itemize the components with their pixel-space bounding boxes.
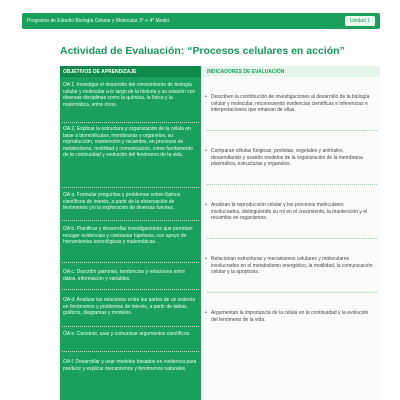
objective-oab: OA b. Planificar y desarrollar investigaciones que permitan recoger evidencias y contrastar hipótesis, con apoyo de herramientas tecnológicas y matemáticas. <box>63 226 193 246</box>
bullet-icon: • <box>205 310 207 316</box>
evaluation-table <box>60 66 380 400</box>
bullet-icon: • <box>205 256 207 262</box>
objective-oa2: OA 2. Explicar la estructura y organización de la célula en base a biomoléculas, membranas y organelos, su reproducción, mantención y recambio, en procesos de metabolismo, motilidad y comunicación, como fundamento de la continuidad y evolución del fenómeno de la vida. <box>63 126 193 159</box>
indicator-item <box>205 202 374 222</box>
indicators-column <box>201 66 380 400</box>
indicator-item <box>205 256 374 276</box>
objective-oa1: OA 1. Investigar el desarrollo del conocimiento de biología celular y molecular a lo largo de la historia y su relación con diversas disciplinas como la química, la física y la matemática, entre otros. <box>63 82 196 108</box>
indicator-text: Relacionan estructuras y mecanismos celulares y moleculares involucrados en el metabolismo energético, la motilidad, la comunicación celular y la apoptosis. <box>211 256 373 275</box>
divider <box>62 220 199 221</box>
divider <box>207 292 377 293</box>
divider <box>207 130 377 131</box>
divider <box>62 122 199 123</box>
page-title: Actividad de Evaluación: “Procesos celulares en acción” <box>60 45 345 57</box>
divider <box>62 289 199 290</box>
divider <box>207 238 377 239</box>
objectives-heading: OBJETIVOS DE APRENDIZAJE <box>60 66 201 77</box>
bullet-icon: • <box>205 148 207 154</box>
indicator-item <box>205 310 374 323</box>
objective-oad: OA d. Analizar las relaciones entre las partes de un sistema en fenómenos y problemas de interés, a partir de tablas, gráficos, diagramas y modelos. <box>63 297 196 317</box>
indicator-text: Argumentan la importancia de la célula en la continuidad y la evolución del fenómeno de la vida. <box>211 310 369 323</box>
divider <box>62 326 199 327</box>
objective-oac: OA c. Describir patrones, tendencias y relaciones entre datos, información y variables. <box>63 269 186 282</box>
indicators-heading: INDICADORES DE EVALUACIÓN <box>201 66 380 77</box>
divider <box>62 351 199 352</box>
bullet-icon: • <box>205 202 207 208</box>
divider <box>207 184 377 185</box>
indicator-item <box>205 94 374 114</box>
objectives-column <box>60 66 201 400</box>
divider <box>62 262 199 263</box>
indicator-text: Analizan la reproducción celular y los procesos moleculares involucrados, distinguiendo su rol en el crecimiento, la mantención y el recambio en organismos. <box>211 202 368 221</box>
program-name: Programa de Estudio Biología Celular y Molecular 3° o 4° Medio <box>27 18 170 24</box>
indicator-text: Comparan células fúngicas, protistas, vegetales y animales, desarrollando y usando modelos de la organización de la membrana plasmática, estructuras y organelos. <box>211 148 363 167</box>
objective-oaa: OA a. Formular preguntas y problemas sobre tópicos científicos de interés, a partir de la observación de fenómenos y/o la exploración de diversas fuentes. <box>63 192 181 212</box>
unit-badge: Unidad 1 <box>345 16 375 26</box>
page-header <box>22 13 380 29</box>
divider <box>62 187 199 188</box>
bullet-icon: • <box>205 94 207 100</box>
indicator-item <box>205 148 374 168</box>
objective-oae: OA e. Construir, usar y comunicar argumentos científicos. <box>63 331 191 337</box>
indicator-text: Describen la contribución de investigaciones al desarrollo de la biología celular y molecular, reconociendo evidencias científicas e inferencias e interpretaciones que emanan de ellas. <box>211 94 370 113</box>
objective-oaf: OA f. Desarrollar y usar modelos basados en evidencia para predecir y explicar mecanismos y fenómenos naturales. <box>63 359 197 372</box>
